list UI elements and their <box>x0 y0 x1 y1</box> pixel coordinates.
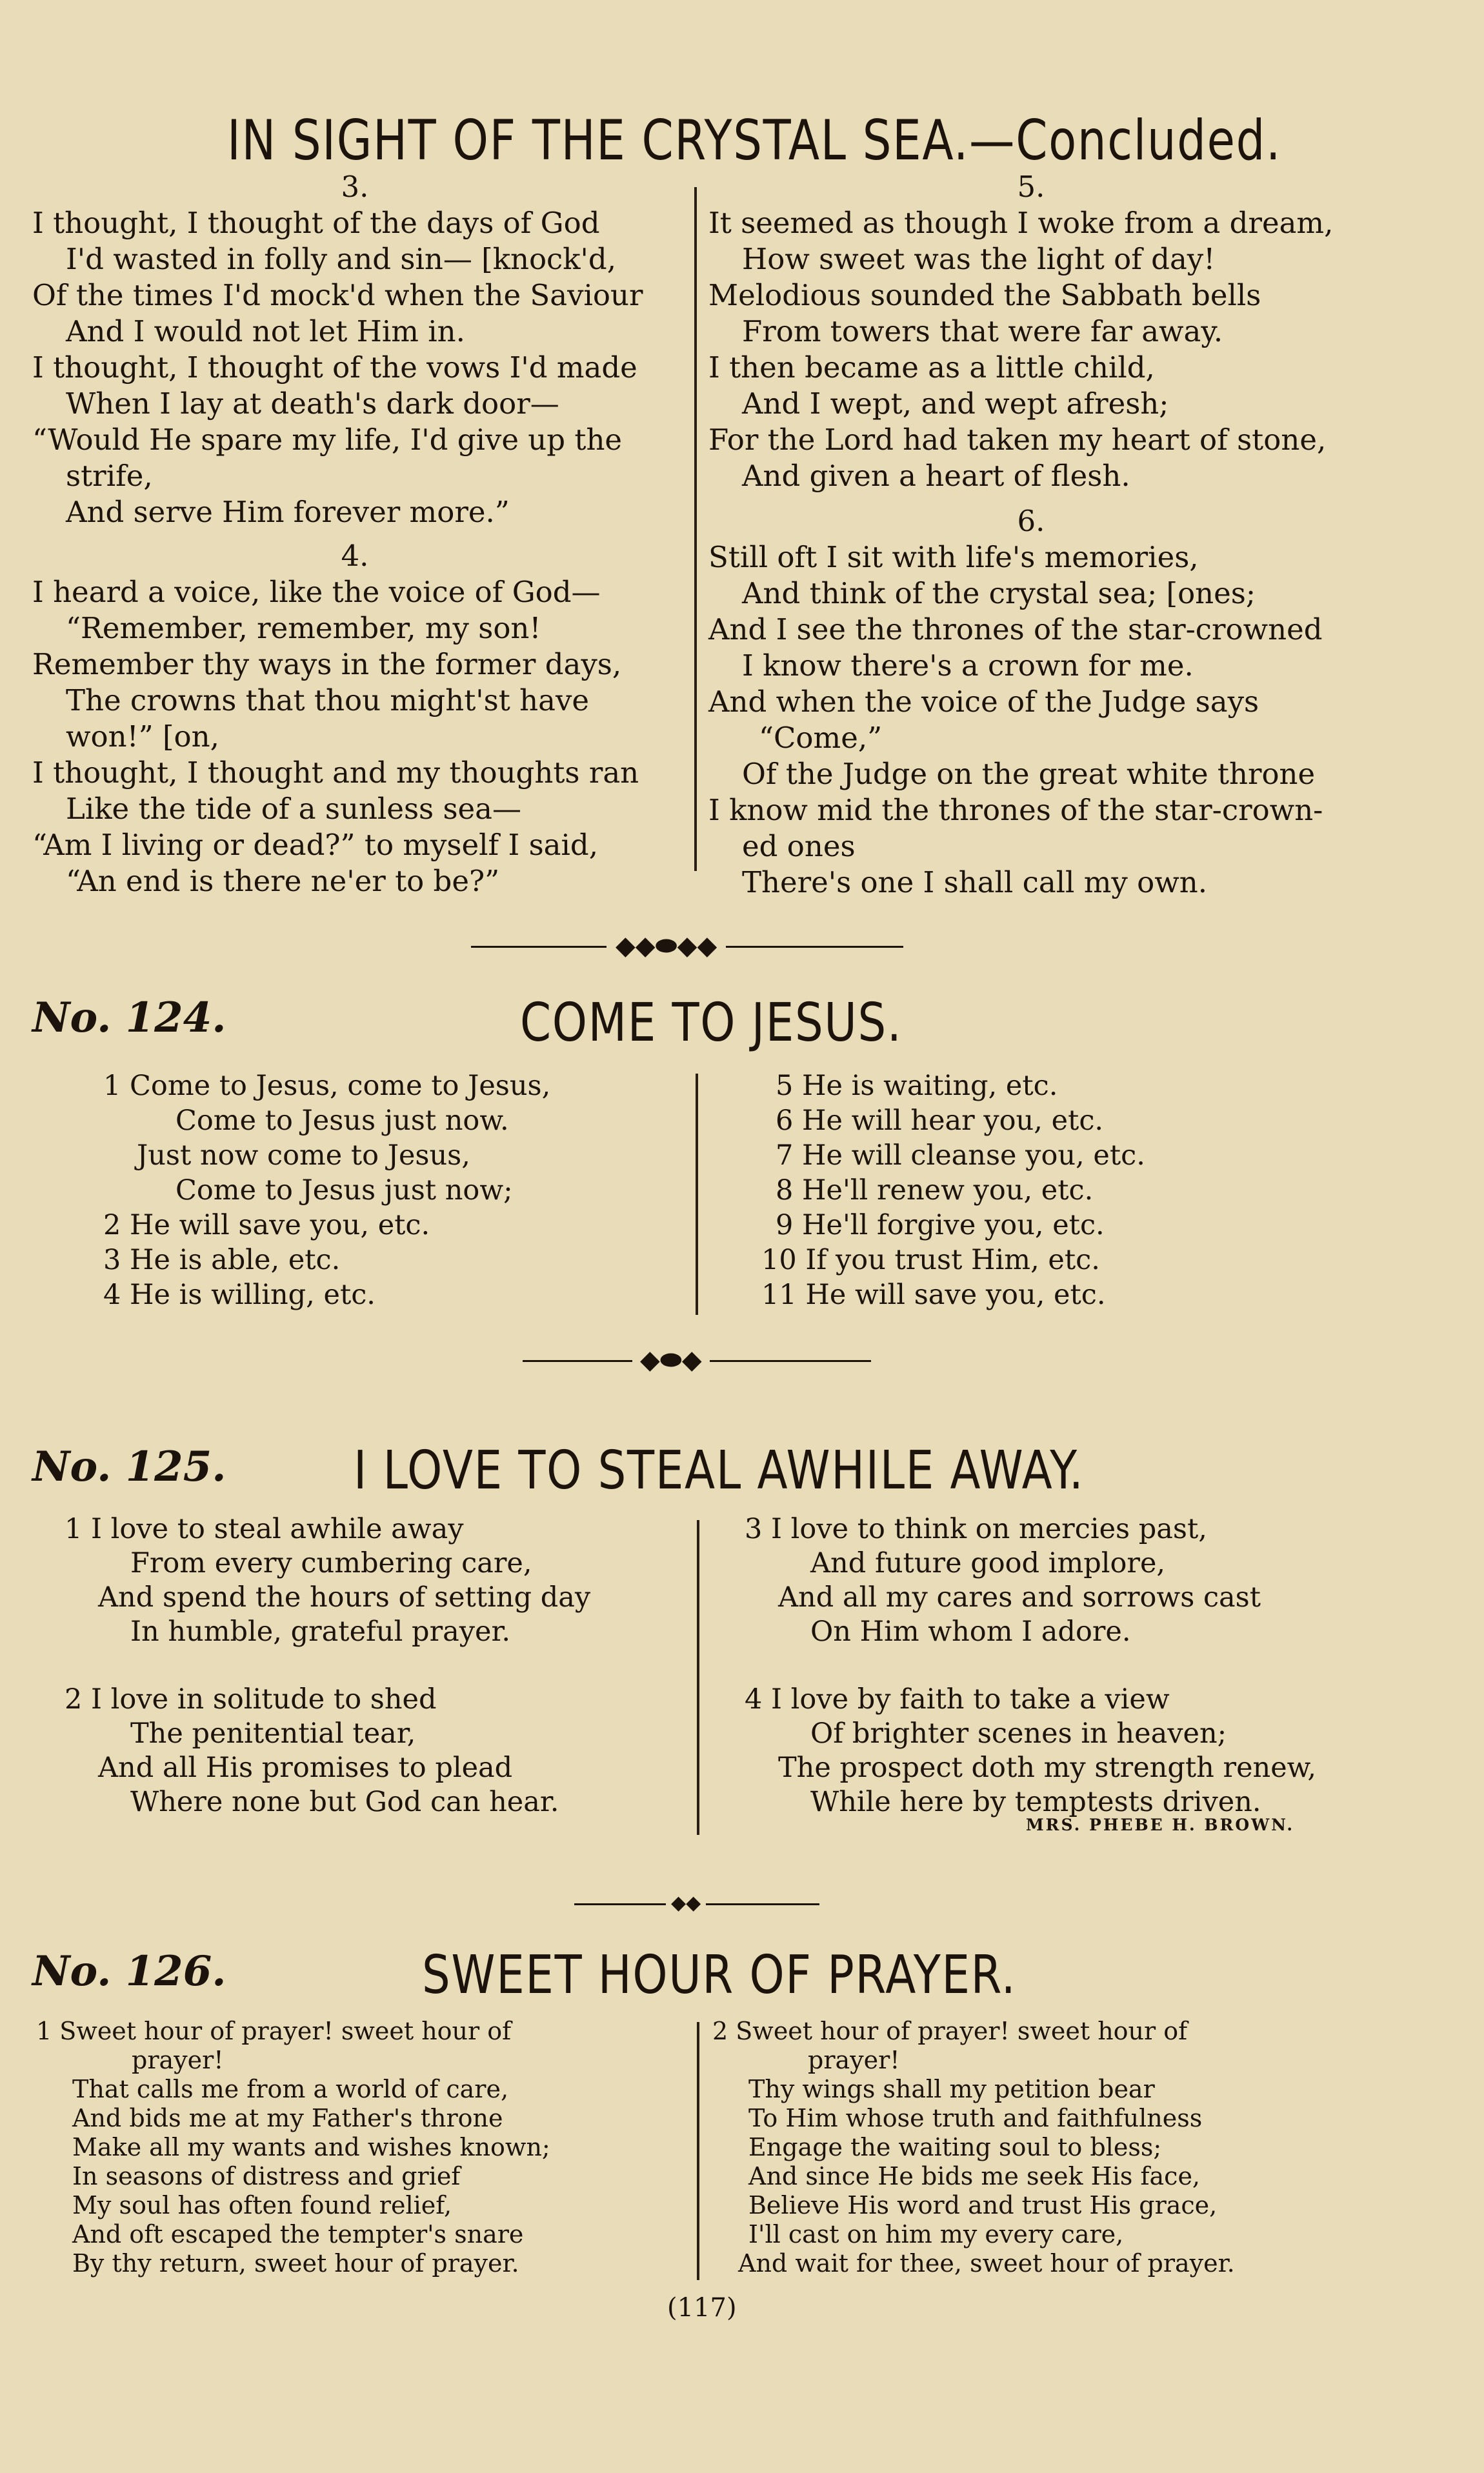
verse-line: ed ones <box>742 829 856 863</box>
verse-line: I then became as a little child, <box>708 350 1155 385</box>
verse-line: “Remember, remember, my son! <box>66 611 541 645</box>
hymn-author: MRS. PHEBE H. BROWN. <box>1026 1816 1295 1834</box>
hymn-title: I LOVE TO STEAL AWHILE AWAY. <box>354 1440 1085 1501</box>
verse-line: The prospect doth my strength renew, <box>778 1752 1317 1784</box>
ornament: ◆◆ <box>666 1892 706 1915</box>
verse-line: While here by temptests driven. <box>810 1786 1261 1818</box>
verse-line: won!” [on, <box>66 719 219 754</box>
verse-line: Make all my wants and wishes known; <box>72 2133 550 2161</box>
verse-line: Come to Jesus just now. <box>175 1105 509 1137</box>
verse-line: When I lay at death's dark door— <box>66 386 559 421</box>
verse-line: 9 He'll forgive you, etc. <box>776 1209 1105 1241</box>
verse-line: I'd wasted in folly and sin— [knock'd, <box>66 242 617 276</box>
column-divider <box>696 1074 698 1315</box>
hymn124-left-column <box>103 1068 550 1312</box>
verse-line: From towers that were far away. <box>742 314 1223 348</box>
verse-line: 1 Sweet hour of prayer! sweet hour of <box>36 2017 512 2045</box>
verse-line: In seasons of distress and grief <box>72 2162 461 2190</box>
verse-line: And bids me at my Father's throne <box>72 2104 503 2132</box>
verse-line: By thy return, sweet hour of prayer. <box>72 2249 519 2278</box>
hymn124-right-column <box>761 1068 1145 1312</box>
verse-number: 6. <box>1017 504 1045 538</box>
verse-line: 2 Sweet hour of prayer! sweet hour of <box>712 2017 1188 2045</box>
column-divider <box>697 2022 699 2280</box>
verse-line: 2 He will save you, etc. <box>103 1209 430 1241</box>
verse-line: And I see the thrones of the star-crowned <box>708 612 1323 646</box>
crystal-sea-right-column <box>708 169 1386 901</box>
verse-line: For the Lord had taken my heart of stone, <box>708 423 1327 457</box>
hymn-number: No. 124. <box>32 994 226 1042</box>
verse-line: Melodious sounded the Sabbath bells <box>708 278 1261 312</box>
verse-line: And wait for thee, sweet hour of prayer. <box>738 2249 1235 2278</box>
verse-line: In humble, grateful prayer. <box>130 1616 511 1648</box>
verse-line: And when the voice of the Judge says <box>708 685 1259 719</box>
verse-line: 10 If you trust Him, etc. <box>761 1244 1100 1276</box>
verse-line: 8 He'll renew you, etc. <box>776 1174 1094 1206</box>
hymn-number: No. 126. <box>32 1947 226 1996</box>
verse-line: I thought, I thought and my thoughts ran <box>32 756 639 790</box>
verse-line: The crowns that thou might'st have <box>66 683 590 717</box>
verse-line: 4 He is willing, etc. <box>103 1279 376 1311</box>
verse-line: And think of the crystal sea; [ones; <box>742 576 1256 610</box>
verse-line: 5 He is waiting, etc. <box>776 1070 1058 1102</box>
hymn-title: COME TO JESUS. <box>520 992 903 1054</box>
verse-line: And I would not let Him in. <box>66 314 465 348</box>
verse-line: Believe His word and trust His grace, <box>748 2191 1218 2219</box>
verse-line: How sweet was the light of day! <box>742 242 1216 276</box>
verse-line: 3 I love to think on mercies past, <box>745 1513 1207 1545</box>
verse-line: I know there's a crown for me. <box>742 648 1194 683</box>
verse-line: 2 I love in solitude to shed <box>65 1683 437 1716</box>
verse-line: And since He bids me seek His face, <box>748 2162 1201 2190</box>
verse-line: Like the tide of a sunless sea— <box>66 792 522 826</box>
verse-number: 5. <box>1017 170 1045 204</box>
main-title: IN SIGHT OF THE CRYSTAL SEA.—Concluded. <box>227 108 1282 173</box>
verse-line: I heard a voice, like the voice of God— <box>32 575 601 609</box>
verse-line: Of the times I'd mock'd when the Saviour <box>32 278 643 312</box>
verse-line: And serve Him forever more.” <box>66 495 510 529</box>
ornament: ◆⬬◆ <box>632 1347 710 1373</box>
hymn125-left-column <box>65 1512 590 1819</box>
hymn125-right-column <box>745 1512 1316 1819</box>
verse-line: 4 I love by faith to take a view <box>745 1683 1170 1716</box>
column-divider <box>697 1520 699 1835</box>
verse-line: “Come,” <box>759 721 883 755</box>
verse-line: Engage the waiting soul to bless; <box>748 2133 1162 2161</box>
column-divider <box>694 187 697 871</box>
verse-line: 11 He will save you, etc. <box>761 1279 1106 1311</box>
verse-line: That calls me from a world of care, <box>72 2075 509 2103</box>
verse-line: And all His promises to plead <box>98 1752 513 1784</box>
verse-line: 1 I love to steal awhile away <box>65 1513 464 1545</box>
verse-line: prayer! <box>132 2046 224 2074</box>
verse-line: There's one I shall call my own. <box>742 865 1208 899</box>
verse-number: 3. <box>341 170 369 204</box>
verse-line: And future good implore, <box>810 1547 1166 1579</box>
verse-line: Thy wings shall my petition bear <box>748 2075 1155 2103</box>
verse-line: 7 He will cleanse you, etc. <box>776 1139 1145 1172</box>
verse-line: Come to Jesus just now; <box>175 1174 513 1206</box>
ornament: ◆◆⬬◆◆ <box>607 933 726 959</box>
verse-line: On Him whom I adore. <box>810 1616 1131 1648</box>
verse-line: I'll cast on him my every care, <box>748 2220 1124 2248</box>
verse-line: Where none but God can hear. <box>130 1786 559 1818</box>
verse-line: Of brighter scenes in heaven; <box>810 1717 1227 1750</box>
verse-line: I thought, I thought of the vows I'd made <box>32 350 637 385</box>
verse-number: 4. <box>341 539 369 573</box>
verse-line: Of the Judge on the great white throne <box>742 757 1316 791</box>
verse-line: strife, <box>66 459 153 493</box>
verse-line: 3 He is able, etc. <box>103 1244 341 1276</box>
verse-line: Just now come to Jesus, <box>137 1139 470 1172</box>
verse-line: 1 Come to Jesus, come to Jesus, <box>103 1070 551 1102</box>
verse-line: To Him whose truth and faithfulness <box>748 2104 1203 2132</box>
hymn-number: No. 125. <box>32 1443 226 1491</box>
verse-line: I know mid the thrones of the star-crown- <box>708 793 1323 827</box>
verse-line: “Am I living or dead?” to myself I said, <box>32 828 599 862</box>
hymn126-left-column <box>36 2017 550 2278</box>
verse-line: “An end is there ne'er to be?” <box>66 864 500 898</box>
verse-line: My soul has often found relief, <box>72 2191 452 2219</box>
verse-line: And oft escaped the tempter's snare <box>72 2220 524 2248</box>
verse-line: And given a heart of flesh. <box>742 459 1130 493</box>
verse-line: I thought, I thought of the days of God <box>32 206 600 240</box>
verse-line: And all my cares and sorrows cast <box>778 1581 1261 1614</box>
hymn126-right-column <box>712 2017 1235 2278</box>
verse-line: And spend the hours of setting day <box>98 1581 591 1614</box>
verse-line: 6 He will hear you, etc. <box>776 1105 1104 1137</box>
verse-line: From every cumbering care, <box>130 1547 532 1579</box>
hymn-title: SWEET HOUR OF PRAYER. <box>422 1945 1017 2006</box>
page-number: (117) <box>667 2293 737 2323</box>
verse-line: And I wept, and wept afresh; <box>742 386 1169 421</box>
verse-line: Still oft I sit with life's memories, <box>708 540 1199 574</box>
verse-line: Remember thy ways in the former days, <box>32 647 622 681</box>
verse-line: prayer! <box>808 2046 900 2074</box>
verse-line: The penitential tear, <box>130 1717 416 1750</box>
verse-line: It seemed as though I woke from a dream, <box>708 206 1334 240</box>
crystal-sea-left-column <box>32 169 684 899</box>
verse-line: “Would He spare my life, I'd give up the <box>32 423 623 457</box>
